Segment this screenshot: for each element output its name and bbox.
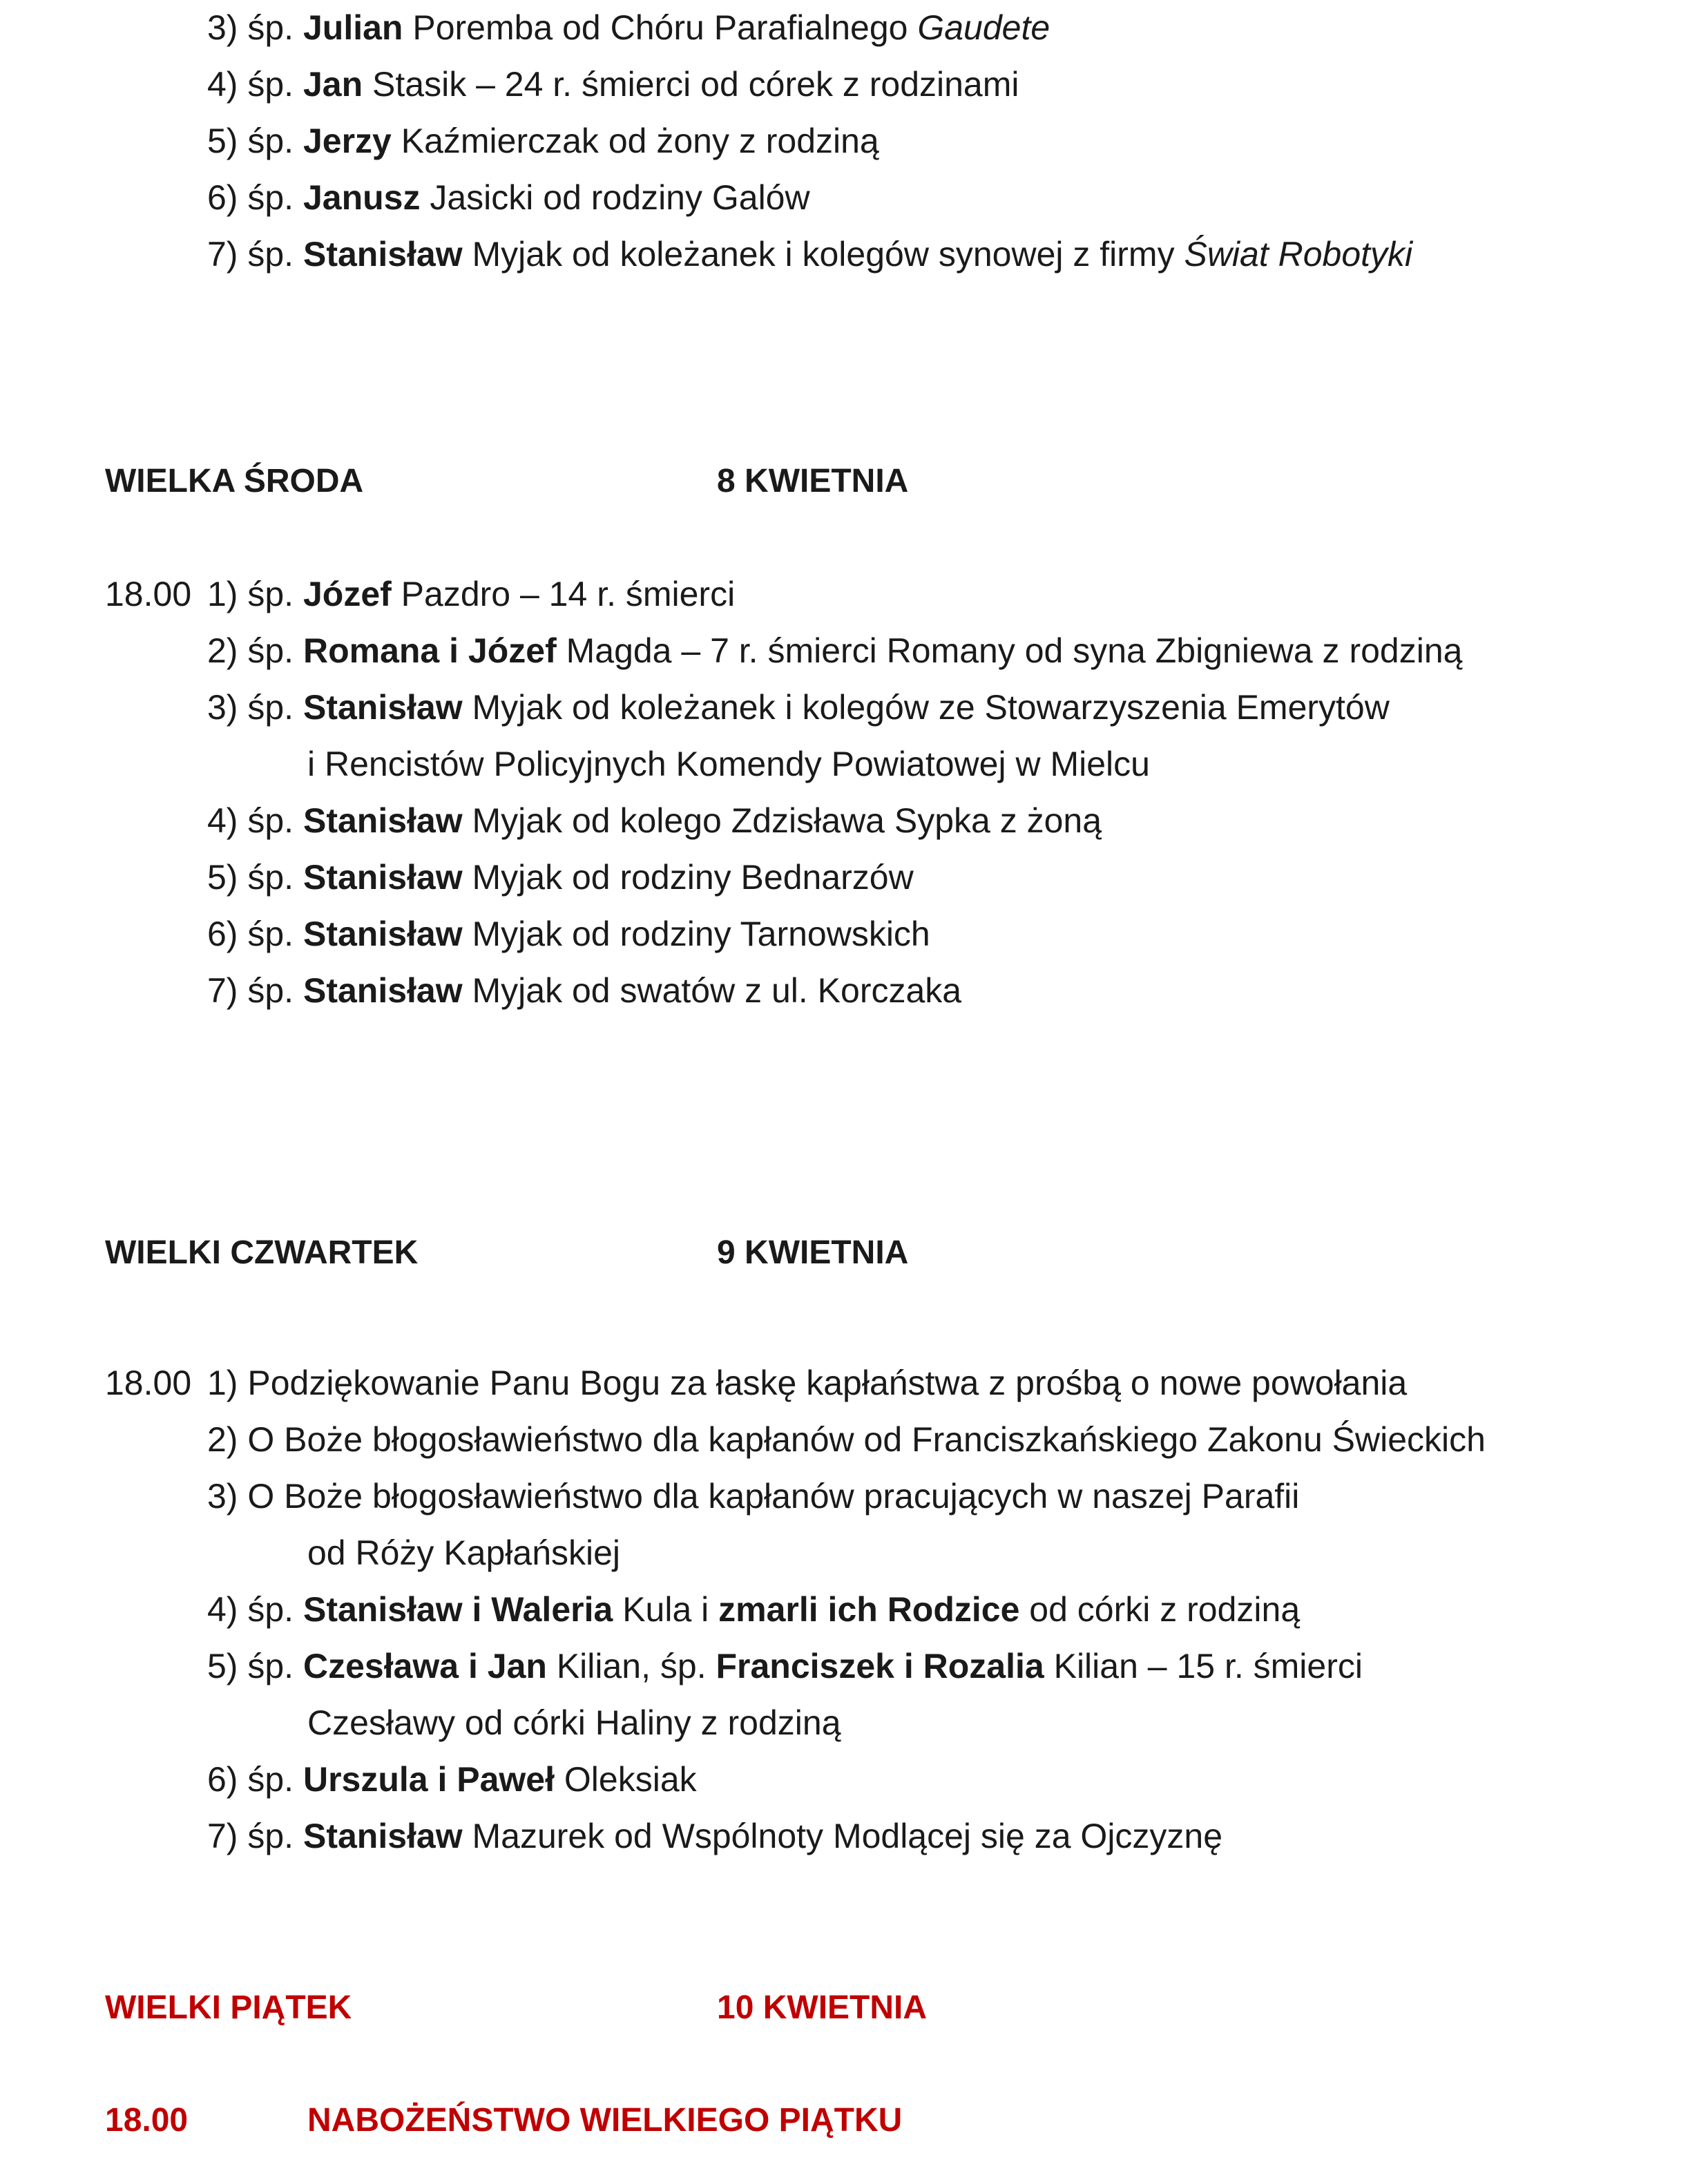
intention-line: 7) śp. Stanisław Myjak od swatów z ul. Korczaka (207, 971, 962, 1010)
intention-continuation: i Rencistów Policyjnych Komendy Powiatowej w Mielcu (307, 745, 1150, 783)
intention-line: 4) śp. Stanisław i Waleria Kula i zmarli ich Rodzice od córki z rodziną (207, 1590, 1301, 1629)
intention-line: 2) śp. Romana i Józef Magda – 7 r. śmierci Romany od syna Zbigniewa z rodziną (207, 631, 1463, 670)
date-heading-friday: 10 KWIETNIA (717, 1989, 928, 2026)
intention-line: 6) śp. Janusz Jasicki od rodziny Galów (207, 178, 810, 217)
intention-line: 2) O Boże błogosławieństwo dla kapłanów od Franciszkańskiego Zakonu Świeckich (207, 1420, 1486, 1459)
intention-line: 5) śp. Stanisław Myjak od rodziny Bednarzów (207, 858, 914, 897)
date-heading-thursday: 9 KWIETNIA (717, 1234, 909, 1271)
intention-line: 3) śp. Stanisław Myjak od koleżanek i kolegów ze Stowarzyszenia Emerytów (207, 688, 1390, 727)
day-heading-wednesday: WIELKA ŚRODA (105, 463, 364, 499)
intention-line: 3) śp. Julian Poremba od Chóru Parafialnego Gaudete (207, 8, 1050, 47)
intention-line: 1) śp. Józef Pazdro – 14 r. śmierci (207, 575, 736, 613)
intention-line: 7) śp. Stanisław Mazurek od Wspólnoty Modlącej się za Ojczyznę (207, 1817, 1223, 1855)
date-heading-wednesday: 8 KWIETNIA (717, 463, 909, 499)
day-heading-thursday: WIELKI CZWARTEK (105, 1234, 419, 1271)
intention-line: 3) O Boże błogosławieństwo dla kapłanów pracujących w naszej Parafii (207, 1477, 1300, 1516)
day-heading-friday: WIELKI PIĄTEK (105, 1989, 352, 2026)
intention-line: 6) śp. Urszula i Paweł Oleksiak (207, 1760, 697, 1799)
intention-line: 4) śp. Stanisław Myjak od kolego Zdzisława Sypka z żoną (207, 801, 1102, 840)
intention-line: 5) śp. Jerzy Kaźmierczak od żony z rodziną (207, 122, 879, 160)
intention-line: 4) śp. Jan Stasik – 24 r. śmierci od córek z rodzinami (207, 65, 1019, 104)
intention-line: 5) śp. Czesława i Jan Kilian, śp. Franciszek i Rozalia Kilian – 15 r. śmierci (207, 1647, 1363, 1685)
intention-continuation: Czesławy od córki Haliny z rodziną (307, 1703, 841, 1742)
intention-line: 6) śp. Stanisław Myjak od rodziny Tarnowskich (207, 915, 930, 953)
service-time: 18.00 (105, 2102, 189, 2139)
intention-line: 1) Podziękowanie Panu Bogu za łaskę kapłaństwa z prośbą o nowe powołania (207, 1364, 1408, 1402)
mass-time: 18.00 (105, 1364, 192, 1402)
mass-time: 18.00 (105, 575, 192, 613)
service-title: NABOŻEŃSTWO WIELKIEGO PIĄTKU (307, 2102, 903, 2139)
intention-continuation: od Róży Kapłańskiej (307, 1533, 621, 1572)
intention-line: 7) śp. Stanisław Myjak od koleżanek i kolegów synowej z firmy Świat Robotyki (207, 235, 1413, 274)
